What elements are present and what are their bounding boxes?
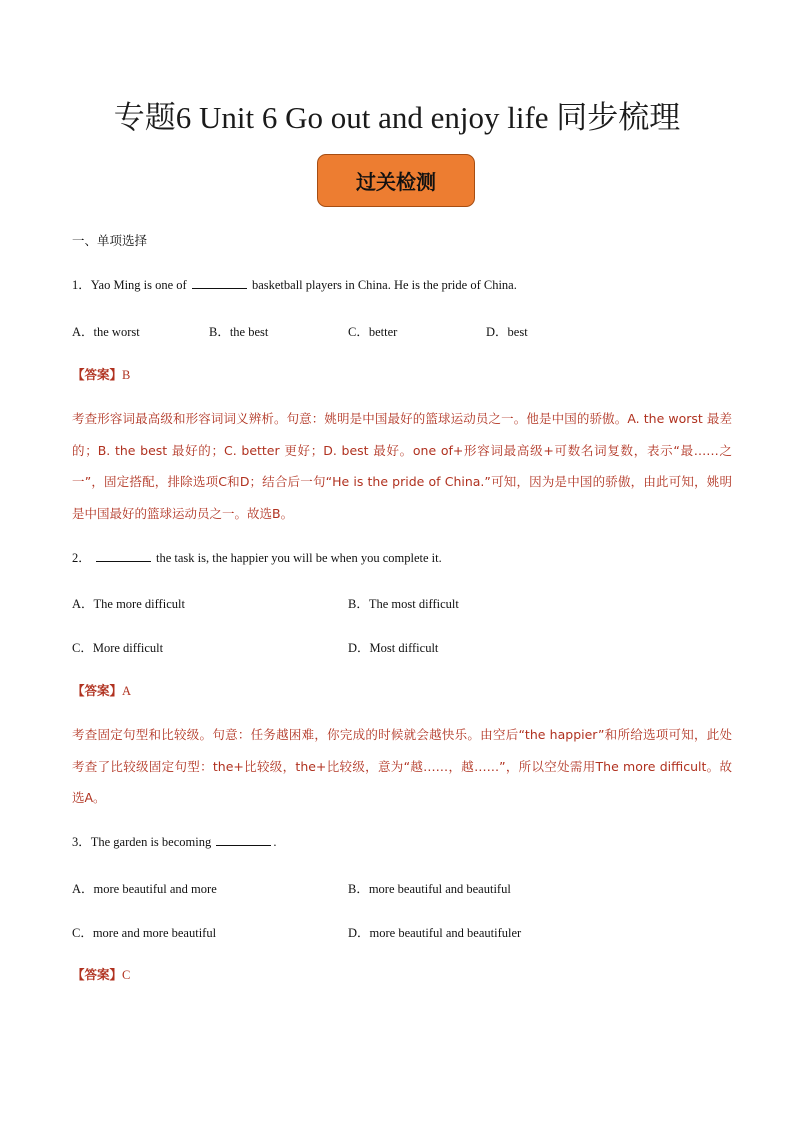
q2-answer-label: 【答案】 xyxy=(72,683,123,698)
section-badge: 过关检测 xyxy=(317,154,475,207)
q3-option-b: B．more beautiful and beautiful xyxy=(348,882,511,896)
q2-explanation: 考查固定句型和比较级。句意：任务越困难，你完成的时候就会越快乐。由空后“the happier”和所给选项可知，此处考查了比较级固定句型：the+比较级，the+比较级，意为“越……，越……”，所以空处需用The more difficult。故选A。 xyxy=(72,727,732,805)
q2-option-a: A．The more difficult xyxy=(72,597,185,611)
q1-answer-label: 【答案】 xyxy=(72,367,123,382)
question-3-blank xyxy=(216,834,271,846)
question-1-after: basketball players in China. He is the pride of China. xyxy=(251,278,517,292)
q1-answer xyxy=(72,367,130,383)
q3-answer-value: C xyxy=(122,968,131,982)
question-3-after: . xyxy=(273,835,277,849)
q3-option-d: D．more beautiful and beautifuler xyxy=(348,926,522,940)
section-heading: 一、单项选择 xyxy=(72,233,148,248)
q2-option-c: C．More difficult xyxy=(72,641,164,655)
question-3-before: 3．The garden is becoming xyxy=(72,835,212,849)
q1-option-c: C．better xyxy=(348,325,398,339)
q2-option-b: B．The most difficult xyxy=(348,597,459,611)
q1-answer-value: B xyxy=(122,368,131,382)
q1-option-d: D．best xyxy=(486,325,528,339)
question-3 xyxy=(72,834,276,850)
q2-answer xyxy=(72,683,131,699)
page-title: 专题6 Unit 6 Go out and enjoy life 同步梳理 xyxy=(113,100,681,135)
q1-option-b: B．the best xyxy=(209,325,269,339)
question-1-before: 1．Yao Ming is one of xyxy=(72,278,187,292)
q1-option-a: A．the worst xyxy=(72,325,140,339)
q1-explanation: 考查形容词最高级和形容词词义辨析。句意：姚明是中国最好的篮球运动员之一。他是中国的骄傲。A. the worst 最差的；B. the best 最好的；C. better 更好；D. best 最好。one of+形容词最高级+可数名词复数，表示“最……之一”，固定搭配，排除选项C和D；结合后一句“He is the pride of China.”可知，因为是中国的骄傲，由此可知，姚明是中国最好的篮球运动员之一。故选B。 xyxy=(72,411,732,521)
question-2-before: 2． xyxy=(72,551,91,565)
q3-option-c: C．more and more beautiful xyxy=(72,926,217,940)
question-2 xyxy=(72,550,442,566)
q3-answer-label: 【答案】 xyxy=(72,967,123,982)
q2-option-d: D．Most difficult xyxy=(348,641,439,655)
question-1 xyxy=(72,277,517,293)
question-2-blank xyxy=(96,550,151,562)
question-1-blank xyxy=(192,277,247,289)
question-2-after: the task is, the happier you will be when you complete it. xyxy=(156,551,442,565)
q2-answer-value: A xyxy=(122,684,132,698)
q3-answer xyxy=(72,967,130,983)
q3-option-a: A．more beautiful and more xyxy=(72,882,217,896)
